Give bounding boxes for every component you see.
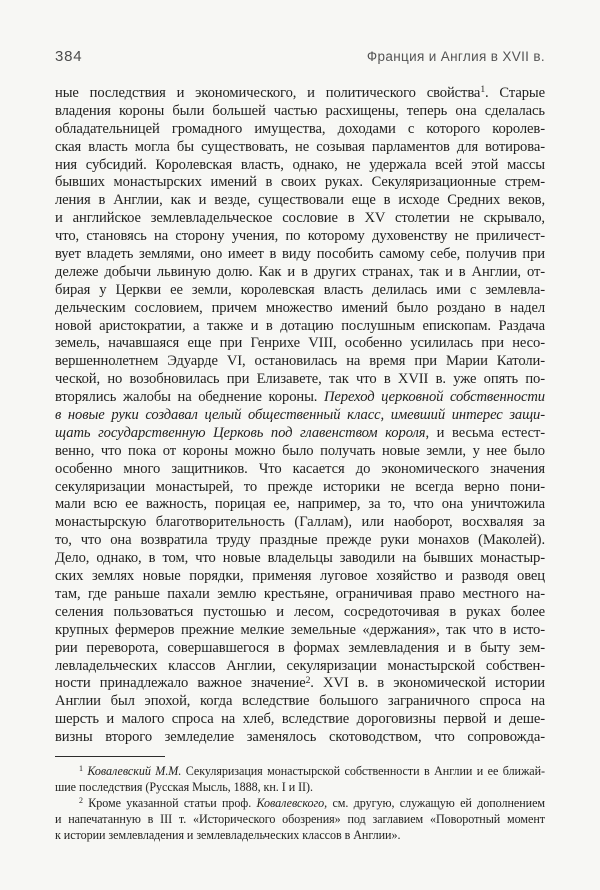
footnote-marker: 1: [480, 85, 486, 96]
body-text: [55, 85, 545, 747]
text-segment: ления в Англии, как и везде, существовали еще в исходе Средних веков,: [55, 192, 545, 209]
text-line: [55, 640, 545, 658]
text-segment: к истории землевладения и землевладельческих классов в Англии».: [55, 828, 401, 843]
text-segment: крупных фермеров прежние мелкие земельные «держания», так что в исто-: [55, 621, 545, 638]
text-segment: то, что она возвратила труду праздные прежде руки монахов (Маколей).: [55, 532, 545, 549]
text-segment: шерсть и малого спроса на хлеб, вследствие дороговизны первой и деше-: [55, 711, 545, 728]
text-segment: Англии был эпохой, когда вследствие большого заграничного спроса на: [55, 693, 545, 710]
text-segment: ные последствия и экономического, и политического свойства: [55, 85, 481, 101]
text-line: [55, 282, 545, 300]
text-segment: ских землях новые порядки, применяя луговое хозяйство и разводя овец: [55, 568, 545, 585]
text-line: [55, 121, 545, 139]
text-segment: дельческим сословием, причем множество имений было роздано в надел: [55, 299, 545, 316]
text-line: [55, 827, 545, 843]
footnote-separator: [55, 756, 165, 757]
text-line: [55, 246, 545, 264]
text-segment: ния субсидий. Королевская власть, однако, не удержала всей этой массы: [55, 156, 545, 173]
text-line: [55, 514, 545, 532]
text-segment: вторялись жалобы на обеднение короны.: [55, 389, 324, 406]
text-line: [55, 496, 545, 514]
text-segment: и напечатанную в III т. «Исторического обозрения» под заглавием «Поворотный момент: [55, 812, 545, 827]
text-segment: монастырскую благотворительность (Галлам), или наоборот, восхваляя за: [55, 514, 545, 531]
text-segment: ческой, но возобновилась при Елизавете, так что в XVII в. уже опять по-: [55, 371, 545, 388]
text-line: [55, 264, 545, 282]
text-segment: Дело, однако, в том, что новые владельцы заводили на бывших монастыр-: [55, 550, 545, 567]
text-line: [55, 604, 545, 622]
text-segment: венно, что пока от короны можно было получать новые земли, у нее было: [55, 442, 545, 459]
footnote-marker: 2: [305, 675, 311, 686]
text-segment: Переход церковной собственности: [323, 389, 545, 406]
text-line: [55, 811, 545, 827]
text-line: [55, 729, 545, 747]
text-line: [55, 353, 545, 371]
text-line: [55, 318, 545, 336]
text-line: [55, 550, 545, 568]
text-line: [55, 763, 545, 779]
text-line: [55, 779, 545, 795]
text-segment: . Старые: [485, 85, 545, 101]
text-line: [55, 425, 545, 443]
text-segment: Ковалевский М.М.: [82, 763, 182, 778]
text-segment: бывших монастырских имений в своих руках. Секуляризационные стрем-: [55, 174, 545, 191]
text-line: [55, 693, 545, 711]
text-segment: щать государственную Церковь под главенством короля: [55, 424, 426, 441]
text-segment: шие последствия (Русская Мысль, 1888, кн. I и II).: [55, 780, 313, 795]
text-segment: земель, начавшаяся еще при Генрихе VIII, особенно усилилась при несо-: [55, 335, 545, 352]
footnote-marker: 1: [79, 763, 83, 773]
text-line: [55, 622, 545, 640]
text-segment: ности принадлежало важное значение: [55, 675, 306, 692]
text-line: [55, 479, 545, 497]
text-segment: мали всю ее важность, порицая ее, например, за то, что она уничтожила: [55, 496, 545, 513]
text-segment: см. другую, служащую ей дополнением: [327, 796, 545, 811]
text-line: [55, 228, 545, 246]
text-line: [55, 85, 545, 103]
text-line: [55, 371, 545, 389]
text-line: [55, 586, 545, 604]
text-segment: селения пользоваться пустошью и лесом, сосредоточивая в руках более: [55, 603, 545, 620]
text-line: [55, 157, 545, 175]
text-line: [55, 658, 545, 676]
text-segment: ская власть могла бы существовать, не созывая парламентов для вотирова-: [55, 138, 545, 155]
text-segment: дележе добычи львиную долю. Как и в других странах, так и в Англии, от-: [55, 263, 545, 280]
text-line: [55, 675, 545, 693]
footnotes: [55, 763, 545, 843]
text-segment: особенно много защитников. Что касается до экономического значения: [55, 460, 545, 477]
text-segment: визны второго земледелие заменялось скотоводством, что сопровожда-: [55, 729, 545, 746]
text-segment: в новые руки создавал целый общественный класс, имевший интерес защи-: [55, 407, 545, 424]
text-line: [55, 210, 545, 228]
text-segment: и английское землевладельческое сословие в XV столетии не скрывало,: [55, 210, 545, 227]
text-line: [55, 407, 545, 425]
text-line: [55, 139, 545, 157]
text-line: [55, 461, 545, 479]
text-line: [55, 568, 545, 586]
footnote-marker: 2: [79, 796, 83, 806]
text-line: [55, 532, 545, 550]
text-segment: бирая у Церкви ее земли, королевская власть делилась ими с землевла-: [55, 281, 545, 298]
text-segment: . XVI в. в экономической истории: [310, 675, 545, 692]
text-segment: владения короны были большей частью расхищены, теперь она сделалась: [55, 102, 545, 119]
text-segment: левладельческих классов Англии, секуляризации монастырской собствен-: [55, 657, 545, 674]
text-segment: Ковалевского,: [256, 796, 328, 811]
text-segment: рии переворота, совершавшегося в формах землевладения и в быту зем-: [55, 639, 545, 656]
text-segment: что, становясь на сторону учения, по которому духовенству не приличест-: [55, 228, 545, 245]
text-segment: новой аристократии, а также и в дотацию послушным епископам. Раздача: [55, 317, 545, 334]
text-line: [55, 711, 545, 729]
running-head: Франция и Англия в XVII в.: [366, 49, 545, 64]
text-segment: Кроме указанной статьи проф.: [82, 796, 257, 811]
text-segment: вершеннолетнем Эдуарде VI, остановилась на время при Марии Католи-: [55, 353, 545, 370]
text-line: [55, 192, 545, 210]
text-segment: вует владеть землями, оно имеет в виду пособить самому себе, получив при: [55, 246, 545, 263]
text-line: [55, 300, 545, 318]
text-segment: Секуляризация монастырской собственности в Англии и ее ближай-: [181, 763, 545, 778]
text-segment: там, где раньше пахали землю крестьяне, ограничивая право местного на-: [55, 585, 545, 602]
text-line: [55, 335, 545, 353]
page-header: [55, 48, 545, 67]
text-segment: обладательницей громадного имущества, доходами с которого королев-: [55, 120, 545, 137]
text-line: [55, 103, 545, 121]
text-segment: секуляризации монастырей, то прежде историки не всегда верно пони-: [55, 478, 545, 495]
text-segment: , и весьма естест-: [425, 424, 545, 441]
text-line: [55, 389, 545, 407]
text-line: [55, 443, 545, 461]
text-line: [55, 795, 545, 811]
text-line: [55, 174, 545, 192]
page-number: 384: [55, 48, 83, 65]
